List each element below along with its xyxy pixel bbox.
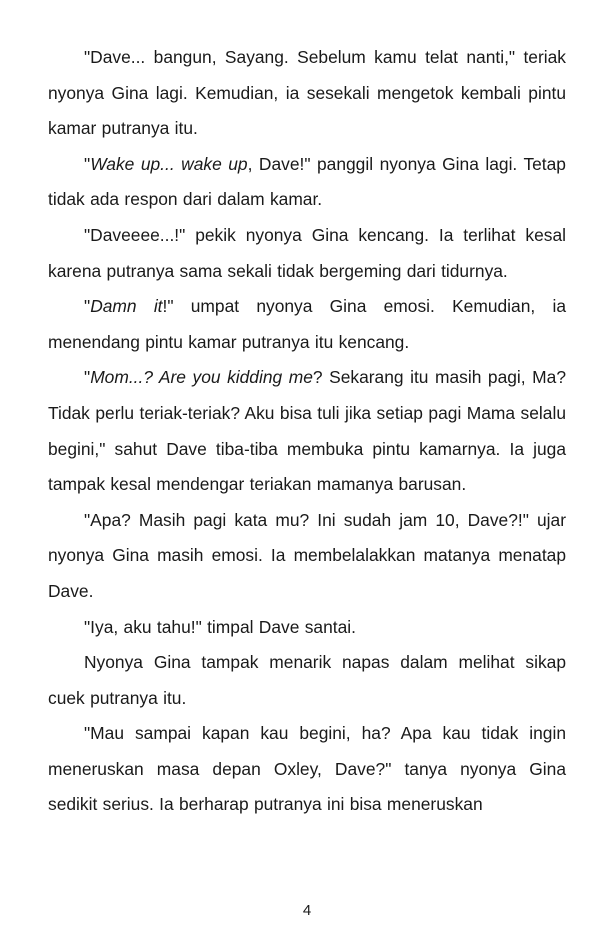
page-number: 4 bbox=[302, 902, 312, 919]
paragraph-2: "Wake up... wake up, Dave!" panggil nyonya Gina lagi. Tetap tidak ada respon dari dalam kamar. bbox=[48, 153, 566, 210]
book-page-body bbox=[48, 40, 566, 823]
paragraph-6: "Apa? Masih pagi kata mu? Ini sudah jam 10, Dave?!" ujar nyonya Gina masih emosi. Ia membelalakkan matanya menatap Dave. bbox=[48, 509, 566, 601]
paragraph-1: "Dave... bangun, Sayang. Sebelum kamu telat nanti," teriak nyonya Gina lagi. Kemudian, ia sesekali mengetok kembali pintu kamar putranya itu. bbox=[48, 47, 566, 139]
paragraph-5: "Mom...? Are you kidding me? Sekarang itu masih pagi, Ma? Tidak perlu teriak-teriak? Aku bisa tuli jika setiap pagi Mama selalu begini," sahut Dave tiba-tiba membuka pintu kamarnya. Ia juga tampak kesal mendengar teriakan mamanya barusan. bbox=[48, 367, 566, 495]
paragraph-7: "Iya, aku tahu!" timpal Dave santai. bbox=[84, 616, 356, 637]
paragraph-8: Nyonya Gina tampak menarik napas dalam melihat sikap cuek putranya itu. bbox=[48, 652, 566, 708]
paragraph-3: "Daveeee...!" pekik nyonya Gina kencang. Ia terlihat kesal karena putranya sama sekali tidak bergeming dari tidurnya. bbox=[48, 224, 566, 281]
paragraph-9: "Mau sampai kapan kau begini, ha? Apa kau tidak ingin meneruskan masa depan Oxley, Dave?" tanya nyonya Gina sedikit serius. Ia berharap putranya ini bisa meneruskan bbox=[48, 723, 566, 815]
paragraph-4: "Damn it!" umpat nyonya Gina emosi. Kemudian, ia menendang pintu kamar putranya itu kencang. bbox=[48, 296, 566, 352]
